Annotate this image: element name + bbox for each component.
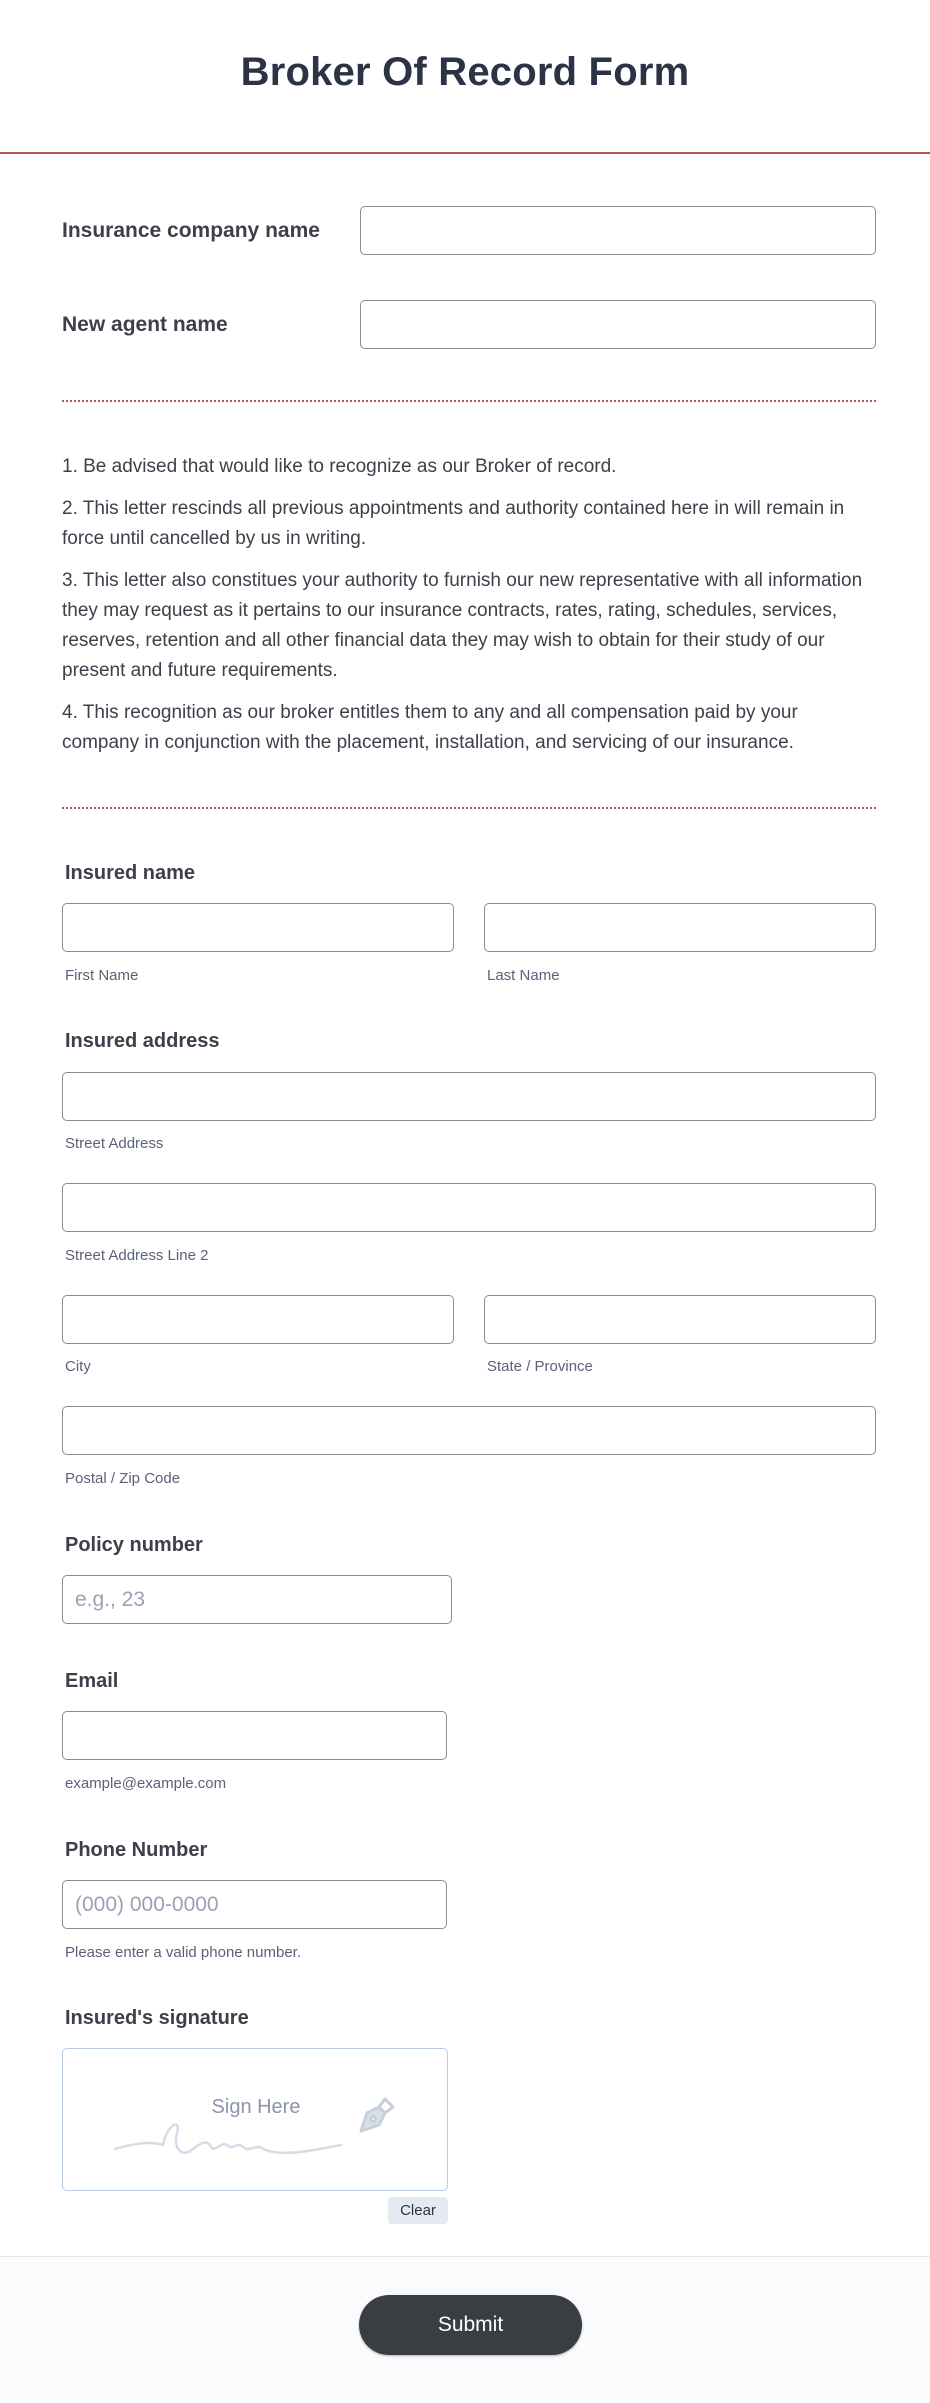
signature-pad[interactable]	[62, 2048, 448, 2191]
phone-number-sublabel: Please enter a valid phone number.	[65, 1944, 301, 1961]
phone-number-label: Phone Number	[65, 1839, 208, 1861]
postal-code-sublabel: Postal / Zip Code	[65, 1470, 181, 1487]
divider-bottom	[62, 807, 876, 809]
email-input[interactable]	[62, 1711, 447, 1760]
policy-number-input[interactable]	[62, 1575, 452, 1624]
divider-top	[62, 400, 876, 402]
submit-button[interactable]: Submit	[359, 2295, 582, 2355]
state-sublabel: State / Province	[487, 1358, 593, 1375]
insurance-company-label: Insurance company name	[62, 219, 320, 242]
first-name-input[interactable]	[62, 903, 454, 952]
state-input[interactable]	[484, 1295, 876, 1344]
street-address-line2-sublabel: Street Address Line 2	[65, 1247, 209, 1264]
city-sublabel: City	[65, 1358, 91, 1375]
insured-address-label: Insured address	[65, 1030, 220, 1052]
first-name-sublabel: First Name	[65, 967, 139, 984]
sign-here-hint: Sign Here	[211, 2096, 301, 2118]
policy-number-label: Policy number	[65, 1534, 203, 1556]
clear-signature-button[interactable]: Clear	[388, 2197, 448, 2224]
city-input[interactable]	[62, 1295, 454, 1344]
street-address-sublabel: Street Address	[65, 1135, 164, 1152]
paragraph-4: 4. This recognition as our broker entitles them to any and all compensation paid by your company in conjunction with the placement, installation, and servicing of our insurance.	[62, 702, 798, 753]
new-agent-input[interactable]	[360, 300, 876, 349]
insured-name-label: Insured name	[65, 862, 196, 884]
page-title: Broker Of Record Form	[240, 50, 690, 94]
street-address-line2-input[interactable]	[62, 1183, 876, 1232]
paragraph-2: 2. This letter rescinds all previous appointments and authority contained here in will remain in force until cancelled by us in writing.	[62, 498, 845, 549]
last-name-sublabel: Last Name	[487, 967, 560, 984]
email-sublabel: example@example.com	[65, 1775, 227, 1792]
form-header	[0, 0, 930, 154]
insurance-company-input[interactable]	[360, 206, 876, 255]
signature-label: Insured's signature	[65, 2007, 249, 2029]
new-agent-label: New agent name	[62, 313, 228, 336]
email-label: Email	[65, 1670, 119, 1692]
postal-code-input[interactable]	[62, 1406, 876, 1455]
paragraph-1: 1. Be advised that would like to recognize as our Broker of record.	[62, 456, 617, 477]
last-name-input[interactable]	[484, 903, 876, 952]
phone-number-input[interactable]	[62, 1880, 447, 1929]
paragraph-3: 3. This letter also constitues your authority to furnish our new representative with all information they may request as it pertains to our insurance contracts, rates, rating, schedules, services, reserves, retention and all other financial data they may wish to obtain for their study of our present and future requirements.	[62, 570, 863, 681]
pen-nib-icon	[353, 2093, 399, 2139]
street-address-input[interactable]	[62, 1072, 876, 1121]
